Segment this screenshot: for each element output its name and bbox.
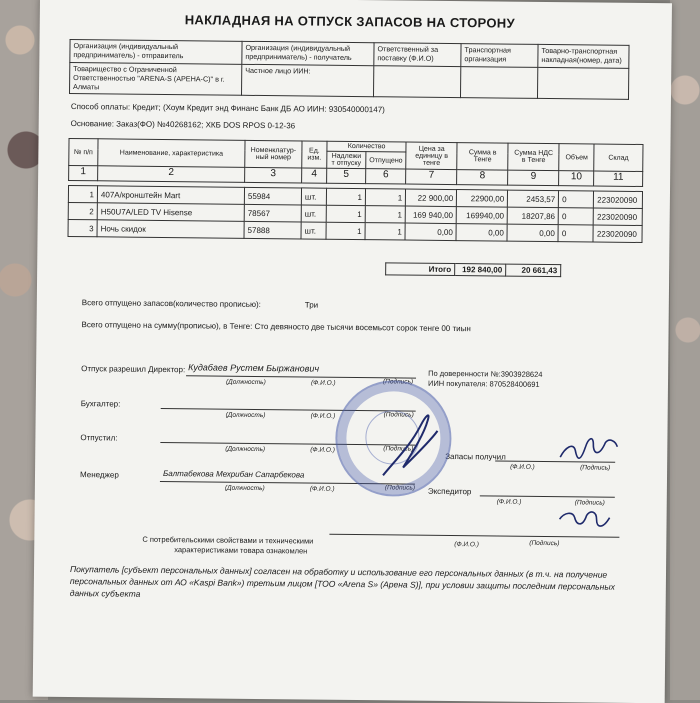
caption-fio: (Ф.И.О.) (454, 541, 479, 549)
issued-label: Отпустил: (80, 433, 118, 443)
th-volume: Объем (559, 144, 594, 171)
th-vat: Сумма НДС в Тенге (508, 143, 559, 171)
released-count-label: Всего отпущено запасов(количество прописью): (81, 298, 261, 310)
cell-vat: 0,00 (507, 224, 558, 242)
col-number: 9 (508, 170, 559, 186)
released-sum-words: Всего отпущено на сумму(прописью), в Тенге: Сто девяносто две тысячи восемьсот сорок тенге 00 тиын (81, 320, 471, 334)
caption-signature: (Подпись) (382, 378, 414, 386)
header-col-transport: Транспортная организация (461, 44, 538, 68)
document-title: НАКЛАДНАЯ НА ОТПУСК ЗАПАСОВ НА СТОРОНУ (184, 12, 515, 31)
caption-position: (Должность) (225, 378, 266, 387)
th-name: Наименование, характеристика (98, 139, 245, 168)
caption-signature: (Подпись) (383, 411, 414, 419)
cell-sum: 0,00 (456, 224, 507, 242)
col-number: 3 (245, 167, 302, 183)
cell-sum: 169940,00 (456, 207, 507, 225)
col-number: 7 (406, 169, 457, 185)
released-count-value: Три (304, 300, 319, 310)
cell-qty-issue: 1 (326, 222, 365, 239)
col-number: 5 (327, 168, 366, 183)
header-col-receiver: Организация (индивидуальный предприниматель) - получатель (242, 41, 374, 65)
transport-value (460, 67, 537, 99)
cell-name: Ночь скидок (97, 220, 244, 239)
th-price: Цена за единицу в тенге (406, 142, 457, 170)
cell-price: 0,00 (405, 223, 456, 241)
cell-num: 2 (68, 202, 97, 219)
cell-unit: шт. (301, 222, 326, 239)
header-table (69, 39, 630, 100)
cell-qty-released: 1 (365, 189, 405, 206)
cell-volume: 0 (558, 225, 593, 242)
cell-price: 169 940,00 (405, 206, 456, 224)
caption-signature: (Подпись) (384, 484, 416, 492)
consumer-line-1: С потребительскими свойствами и техническими (142, 534, 314, 546)
received-label: Запасы получил (445, 451, 506, 462)
col-number: 4 (302, 168, 327, 183)
th-num: № п/п (69, 139, 98, 166)
total-sum: 192 840,00 (455, 264, 506, 277)
director-label: Отпуск разрешил Директор: (81, 364, 186, 375)
manager-label: Менеджер (79, 470, 119, 480)
col-number: 2 (98, 166, 245, 183)
cell-warehouse: 223020090 (593, 225, 642, 243)
payment-method: Способ оплаты: Кредит; (Хоум Кредит энд Финанс Банк ДБ АО ИИН: 930540000147) (70, 102, 385, 115)
th-qty-issue: Надлежи т отпуску (327, 151, 366, 168)
accountant-label: Бухгалтер: (80, 399, 121, 409)
caption-fio: (Ф.И.О.) (310, 446, 335, 454)
caption-signature: (Подпись) (574, 499, 605, 507)
caption-fio: (Ф.И.О.) (310, 412, 336, 420)
consumer-signature (554, 507, 624, 538)
caption-position: (Должность) (224, 484, 265, 493)
col-number: 11 (594, 171, 643, 187)
cell-vat: 2453,57 (508, 190, 559, 208)
col-number: 1 (69, 166, 98, 181)
cell-qty-released: 1 (365, 206, 405, 223)
col-number: 6 (366, 169, 406, 184)
waybill-value (537, 67, 628, 99)
forwarder-label: Экспедитор (427, 486, 472, 497)
header-col-responsible: Ответственный за поставку (Ф.И.О) (374, 43, 461, 67)
cell-nomen: 55984 (244, 187, 301, 205)
th-sum: Сумма в Тенге (457, 143, 508, 171)
caption-position: (Должность) (225, 411, 266, 420)
cell-vat: 18207,86 (507, 207, 558, 225)
th-qty: Количество (327, 141, 406, 152)
manager-name: Балтабекова Мехрибан Сапарбекова (162, 469, 305, 480)
cell-qty-issue: 1 (326, 205, 365, 222)
caption-fio: (Ф.И.О.) (510, 463, 535, 471)
personal-data-consent: Покупатель [субъект персональных данных] согласен на обработку и использование его персональных данных (в т.ч. на получение персональных данных от АО «Kaspi Bank») третьим лицом [ТОО «Arena S» (Арена S)], при условии защиты последним персональных данных субъекта (69, 564, 615, 599)
total-vat: 20 661,43 (506, 264, 561, 277)
consumer-line-2: характеристиками товара ознакомлен (174, 545, 308, 556)
cell-num: 1 (68, 185, 97, 202)
caption-fio: (Ф.И.О.) (496, 498, 522, 506)
cell-warehouse: 223020090 (594, 191, 643, 209)
cell-unit: шт. (301, 188, 326, 205)
receiver-iin: ИИН покупателя: 870528400691 (427, 378, 540, 389)
th-qty-released: Отпущено (366, 152, 406, 169)
cell-name: H50U7A/LED TV Hisense (97, 203, 244, 222)
cell-nomen: 57888 (244, 221, 301, 239)
cell-qty-issue: 1 (326, 188, 365, 205)
document-sheet (33, 0, 672, 703)
cell-unit: шт. (301, 205, 326, 222)
sender-value: Товарищество с Ограниченной Ответственностью "ARENA-S (АРЕНА-С)" в г. Алматы (70, 63, 242, 96)
background-right (670, 0, 700, 700)
header-col-sender: Организация (индивидуальный предприниматель) - отправитель (70, 40, 242, 65)
caption-position: (Должность) (225, 445, 266, 454)
col-number: 8 (457, 170, 508, 186)
cell-volume: 0 (559, 191, 594, 208)
caption-fio: (Ф.И.О.) (309, 485, 335, 493)
director-signature (375, 405, 446, 481)
header-col-waybill: Товарно-транспортная накладная(номер, дата) (538, 44, 629, 68)
cell-sum: 22900,00 (457, 190, 508, 208)
basis: Основание: Заказ(ФО) №40268162; ХКБ DOS RPOS 0-12-36 (70, 119, 296, 131)
th-warehouse: Склад (594, 144, 643, 172)
th-nomen: Номенклатур-ный номер (245, 140, 302, 168)
items-table (68, 138, 644, 243)
cell-warehouse: 223020090 (593, 208, 642, 226)
col-number: 10 (559, 171, 594, 186)
cell-nomen: 78567 (244, 204, 301, 222)
cell-num: 3 (68, 219, 97, 236)
proxy-number: По доверенности №:3903928624 (428, 368, 543, 379)
caption-signature: (Подпись) (529, 539, 560, 548)
totals-table (385, 262, 561, 277)
responsible-value (373, 66, 460, 98)
director-name: Кудабаев Рустем Быржанович (188, 362, 320, 374)
th-unit: Ед. изм. (302, 141, 327, 168)
caption-fio: (Ф.И.О.) (310, 379, 336, 387)
total-label: Итого (386, 263, 455, 276)
cell-name: 407A/кронштейн Mart (97, 186, 244, 205)
cell-volume: 0 (558, 208, 593, 225)
receiver-signature (555, 432, 625, 468)
cell-price: 22 900,00 (406, 189, 457, 207)
caption-signature: (Подпись) (580, 464, 611, 472)
caption-signature: (Подпись) (383, 445, 414, 453)
receiver-value: Частное лицо ИИН: (241, 64, 373, 96)
cell-qty-released: 1 (365, 223, 405, 240)
